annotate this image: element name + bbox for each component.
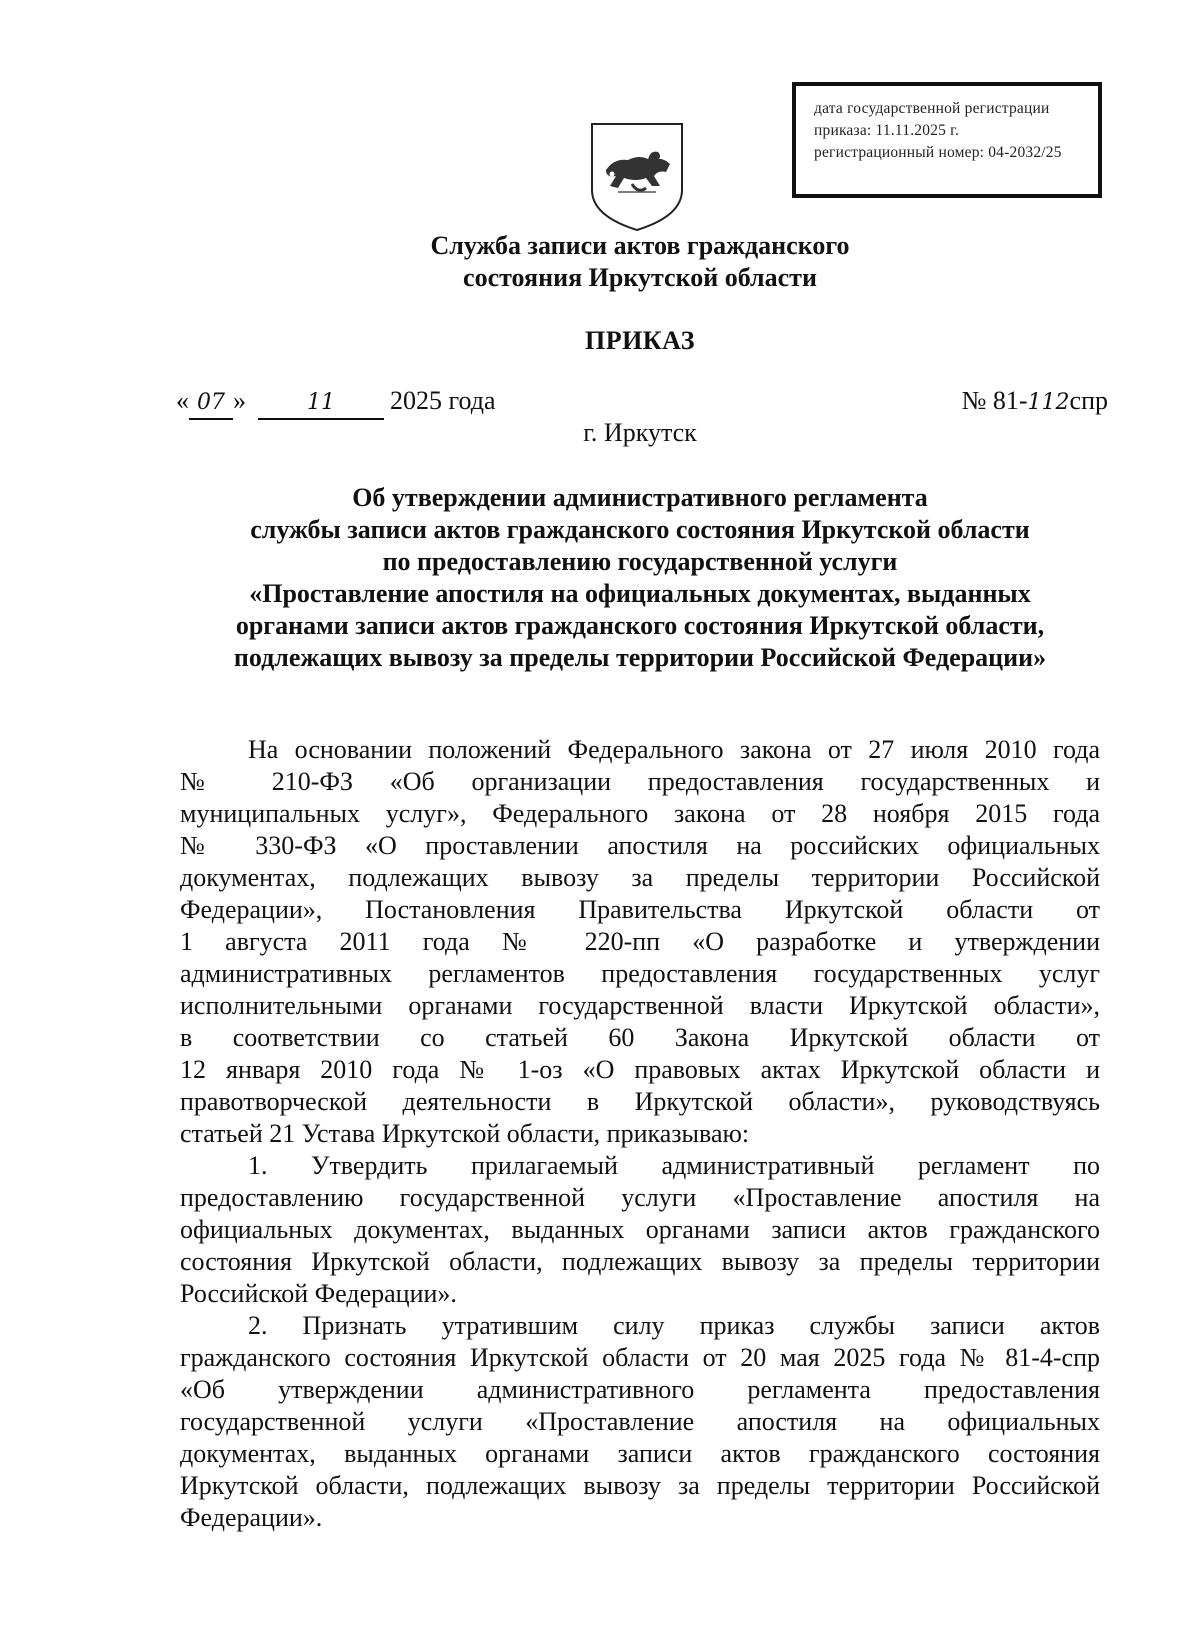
date-close-quote: » (233, 386, 246, 415)
text-line: официальных документах, выданных органами записи актов гражданского (180, 1215, 1100, 1244)
date-open-quote: « (176, 386, 189, 415)
text-line: правотворческой деятельности в Иркутской области», руководствуясь (180, 1087, 1100, 1116)
text-line: документах, выданных органами записи актов гражданского состояния (180, 1439, 1100, 1468)
coat-of-arms-icon (588, 120, 686, 234)
title-line: «Проставление апостиля на официальных документах, выданных (249, 579, 1031, 608)
date-day: 07 (189, 388, 233, 420)
text-line: 2. Признать утратившим силу приказ службы записи актов (248, 1311, 1100, 1340)
date-year: 2025 года (390, 386, 496, 415)
order-number (962, 386, 1108, 418)
title-line: подлежащих вывозу за пределы территории Российской Федерации» (233, 643, 1047, 672)
text-line: 12 января 2010 года № 1-оз «О правовых актах Иркутской области и (180, 1055, 1100, 1084)
registration-line-2: приказа: 11.11.2025 г. (814, 122, 960, 139)
text-line: состояния Иркутской области, подлежащих вывозу за пределы территории (180, 1247, 1100, 1276)
text-line: гражданского состояния Иркутской области от 20 мая 2025 года № 81-4-спр (180, 1343, 1100, 1372)
text-line: документах, подлежащих вывозу за пределы территории Российской (180, 863, 1100, 892)
order-item-1 (180, 1150, 1100, 1310)
text-line: Иркутской области, подлежащих вывозу за пределы территории Российской (180, 1471, 1100, 1500)
document-type: ПРИКАЗ (584, 326, 696, 355)
text-line: № 210-ФЗ «Об организации предоставления государственных и (180, 767, 1100, 796)
agency-line-1: Служба записи актов гражданского (430, 231, 850, 260)
text-line: 1 августа 2011 года № 220-пп «О разработке и утверждении (180, 927, 1100, 956)
title-line: Об утверждении административного регламента (352, 483, 928, 512)
number-handwritten: 112 (1027, 390, 1070, 415)
text-line: административных регламентов предоставления государственных услуг (180, 959, 1100, 988)
title-line: службы записи актов гражданского состояния Иркутской области (250, 515, 1030, 544)
order-date (176, 386, 496, 420)
agency-line-2: состояния Иркутской области (463, 263, 817, 292)
registration-line-1: дата государственной регистрации (814, 100, 1050, 117)
date-month: 11 (258, 388, 384, 420)
text-line: муниципальных услуг», Федерального закона от 28 ноября 2015 года (180, 799, 1100, 828)
text-line: № 330-ФЗ «О проставлении апостиля на российских официальных (180, 831, 1100, 860)
text-line: 1. Утвердить прилагаемый административный регламент по (248, 1151, 1100, 1180)
document-title (150, 482, 1130, 674)
number-suffix: спр (1069, 386, 1108, 415)
text-line: Российской Федерации». (180, 1279, 457, 1308)
text-line: предоставлению государственной услуги «Проставление апостиля на (180, 1183, 1100, 1212)
text-line: Федерации», Постановления Правительства Иркутской области от (180, 895, 1100, 924)
number-prefix: № 81- (961, 386, 1028, 415)
agency-name (0, 230, 1200, 294)
text-line: статьей 21 Устава Иркутской области, приказываю: (180, 1119, 750, 1148)
text-line: Федерации». (180, 1503, 323, 1532)
text-line: «Об утверждении административного регламента предоставления (180, 1375, 1100, 1404)
city: г. Иркутск (583, 418, 697, 447)
preamble-paragraph (180, 734, 1100, 1150)
registration-line-3: регистрационный номер: 04-2032/25 (814, 144, 1062, 161)
order-item-2 (180, 1310, 1100, 1534)
registration-stamp (792, 82, 1102, 198)
text-line: в соответствии со статьей 60 Закона Иркутской области от (180, 1023, 1100, 1052)
document-body (180, 734, 1100, 1534)
text-line: На основании положений Федерального закона от 27 июля 2010 года (248, 735, 1100, 764)
text-line: исполнительными органами государственной власти Иркутской области», (180, 991, 1100, 1020)
title-line: органами записи актов гражданского состояния Иркутской области, (235, 611, 1045, 640)
text-line: государственной услуги «Проставление апостиля на официальных (180, 1407, 1100, 1436)
title-line: по предоставлению государственной услуги (382, 547, 898, 576)
